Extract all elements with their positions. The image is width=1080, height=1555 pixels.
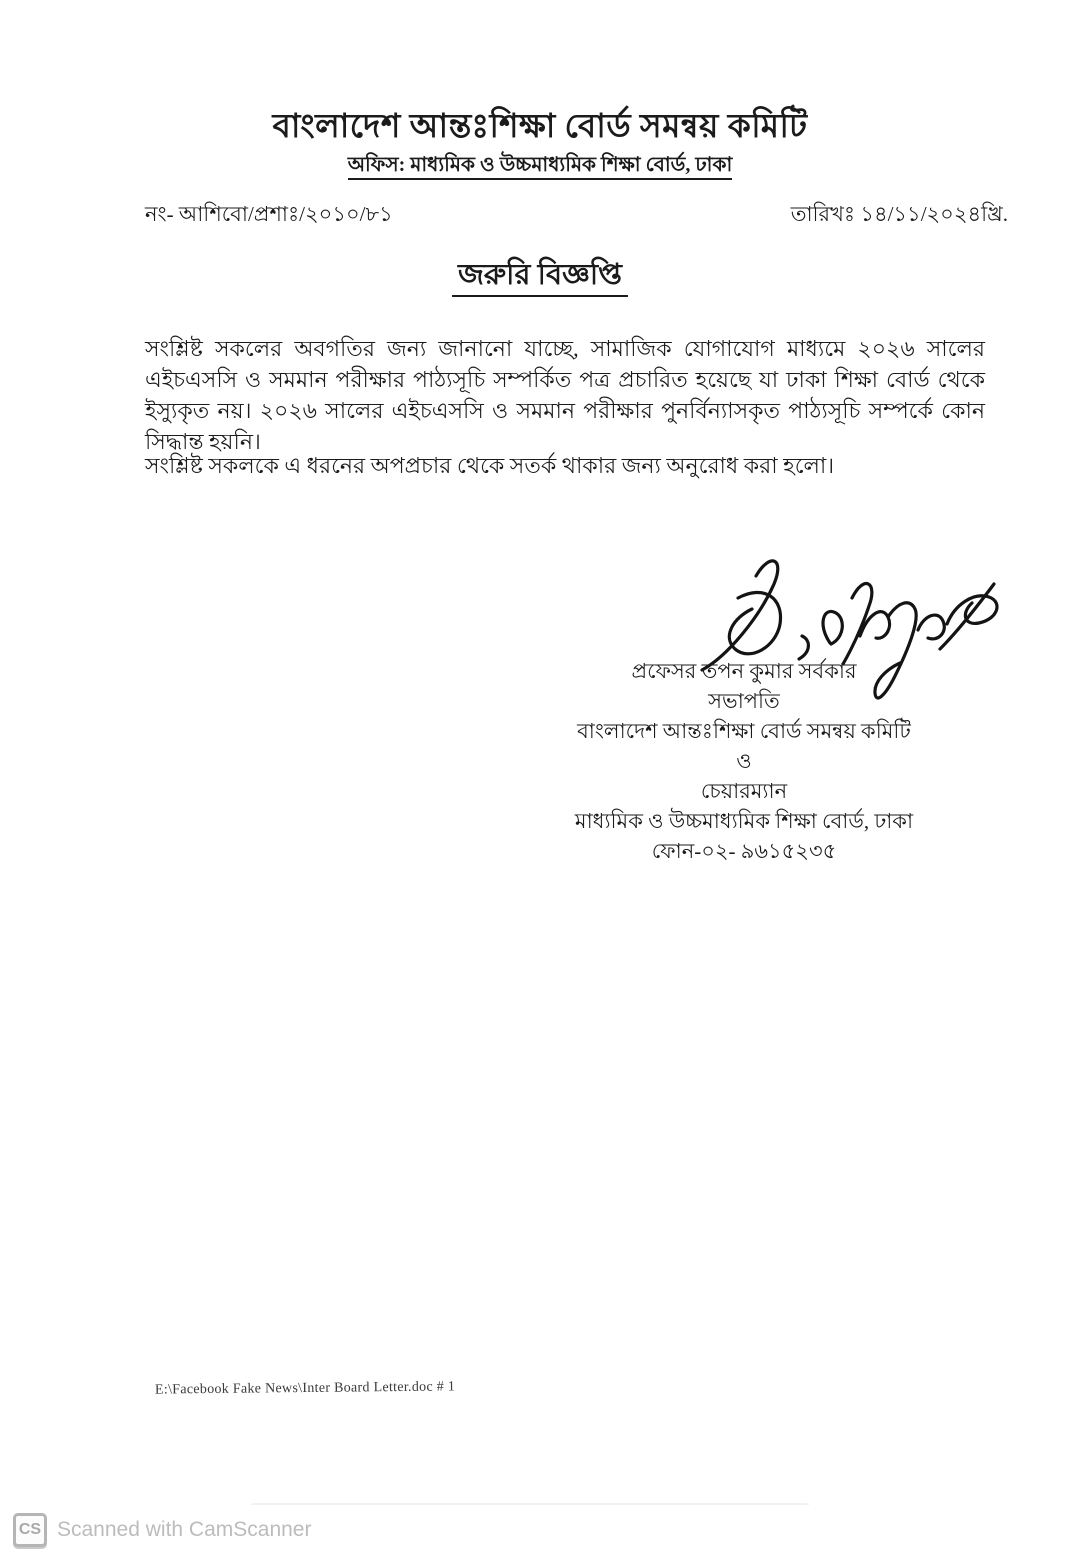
file-path-note: E:\Facebook Fake News\Inter Board Letter.doc # 1: [154, 1379, 456, 1398]
body-paragraph-2: সংশ্লিষ্ট সকলকে এ ধরনের অপপ্রচার থেকে সতর্ক থাকার জন্য অনুরোধ করা হলো।: [145, 453, 835, 478]
signatory-phone: ফোন-০২- ৯৬১৫২৩৫: [651, 839, 837, 863]
notice-title-row: [0, 252, 1080, 301]
letter-date: তারিখঃ ১৪/১১/২০২৪খ্রি.: [790, 202, 1008, 226]
signatory-title-2: চেয়ারম্যান: [700, 779, 788, 803]
org-subtitle-row: [0, 150, 1080, 183]
signatory-title-1: সভাপতি: [708, 689, 780, 713]
org-title: বাংলাদেশ আন্তঃশিক্ষা বোর্ড সমন্বয় কমিটি: [272, 109, 808, 145]
org-subtitle: অফিস: মাধ্যমিক ও উচ্চমাধ্যমিক শিক্ষা বোর্ড, ঢাকা: [348, 154, 733, 180]
signatory-org-1: বাংলাদেশ আন্তঃশিক্ষা বোর্ড সমন্বয় কমিটি: [577, 719, 911, 743]
camscanner-footer: [0, 1505, 1080, 1555]
signatory-conjunction: ও: [736, 749, 752, 773]
camscanner-logo-icon: CS: [13, 1513, 47, 1547]
notice-title: জরুরি বিজ্ঞপ্তি: [452, 259, 628, 297]
signatory-name: প্রফেসর তপন কুমার সর্বকার: [631, 659, 857, 683]
memo-number: নং- আশিবো/প্রশাঃ/২০১০/৮১: [145, 202, 393, 226]
body-paragraph-1: সংশ্লিষ্ট সকলের অবগতির জন্য জানানো যাচ্ছে, সামাজিক যোগাযোগ মাধ্যমে ২০২৬ সালের এইচএসসি ও সমমান পরীক্ষার পাঠ্যসূচি সম্পর্কিত পত্র প্রচারিত হয়েছে যা ঢাকা শিক্ষা বোর্ড থেকে ইস্যুকৃত নয়। ২০২৬ সালের এইচএসসি ও সমমান পরীক্ষার পুনর্বিন্যাসকৃত পাঠ্যসূচি সম্পর্কে কোন সিদ্ধান্ত হয়নি।: [145, 336, 985, 454]
camscanner-label: Scanned with CamScanner: [57, 1518, 312, 1541]
signatory-org-2: মাধ্যমিক ও উচ্চমাধ্যমিক শিক্ষা বোর্ড, ঢাকা: [574, 809, 914, 833]
memo-date-row: [145, 198, 1008, 233]
signature-block: [558, 656, 930, 866]
